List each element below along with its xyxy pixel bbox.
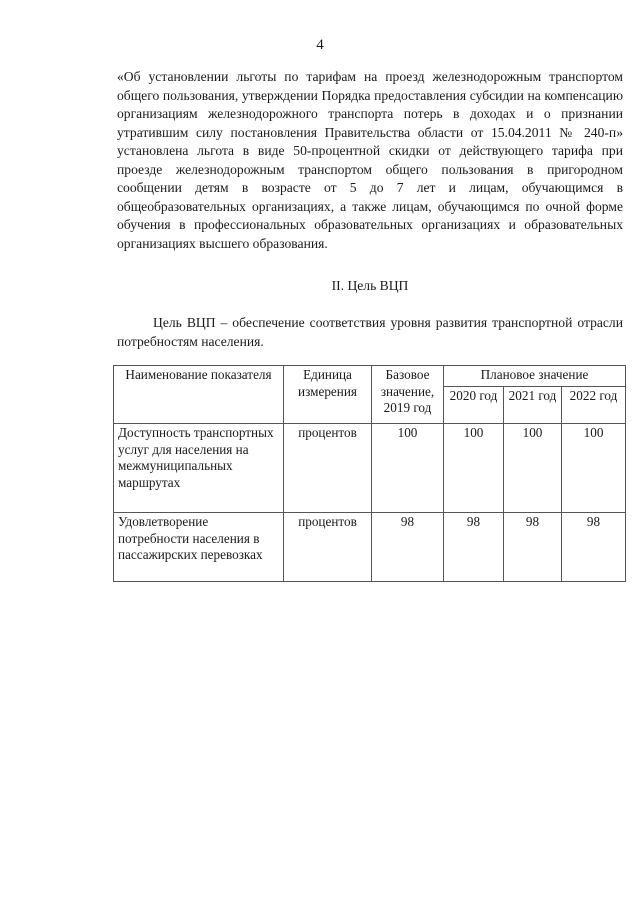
unit-cell: процентов [284,513,372,582]
value-2020-cell: 100 [444,424,504,513]
intro-paragraph: «Об установлении льготы по тарифам на проезд железнодорожным транспортом общего пользования, утверждении Порядка предоставления субсидии на компенсацию организациям железнодорожного транспорта потерь в доходах и о признании утратившим силу постановления Правительства области от 15.04.2011 № 240-п» установлена льгота в виде 50-процентной скидки от действующего тарифа при проезде железнодорожным транспортом общего пользования в пригородном сообщении детям в возрасте от 5 до 7 лет и лицам, обучающимся в общеобразовательных организациях, а также лицам, обучающимся по очной форме обучения в профессиональных образовательных организациях и образовательных организациях высшего образования. [117,69,623,251]
header-base-value: Базовое значение, 2019 год [372,366,444,424]
table-row [114,424,626,513]
page-number: 4 [316,37,324,53]
header-unit: Единица измерения [284,366,372,424]
section-heading: II. Цель ВЦП [331,278,409,293]
header-indicator-name: Наименование показателя [114,366,284,424]
header-year-2021: 2021 год [504,387,562,424]
base-value-cell: 100 [372,424,444,513]
unit-cell: процентов [284,424,372,513]
base-value-cell: 98 [372,513,444,582]
header-year-2022: 2022 год [562,387,626,424]
value-2021-cell: 98 [504,513,562,582]
value-2022-cell: 100 [562,424,626,513]
table-row [114,513,626,582]
value-2021-cell: 100 [504,424,562,513]
goal-paragraph: Цель ВЦП – обеспечение соответствия уровня развития транспортной отрасли потребностям населения. [117,315,623,349]
indicator-name-cell: Доступность транспортных услуг для населения на межмуниципальных маршрутах [114,424,284,513]
goal-indicators-table [113,365,626,582]
indicator-name-cell: Удовлетворение потребности населения в пассажирских перевозках [114,513,284,582]
value-2020-cell: 98 [444,513,504,582]
header-year-2020: 2020 год [444,387,504,424]
value-2022-cell: 98 [562,513,626,582]
header-planned-value: Плановое значение [444,366,626,387]
